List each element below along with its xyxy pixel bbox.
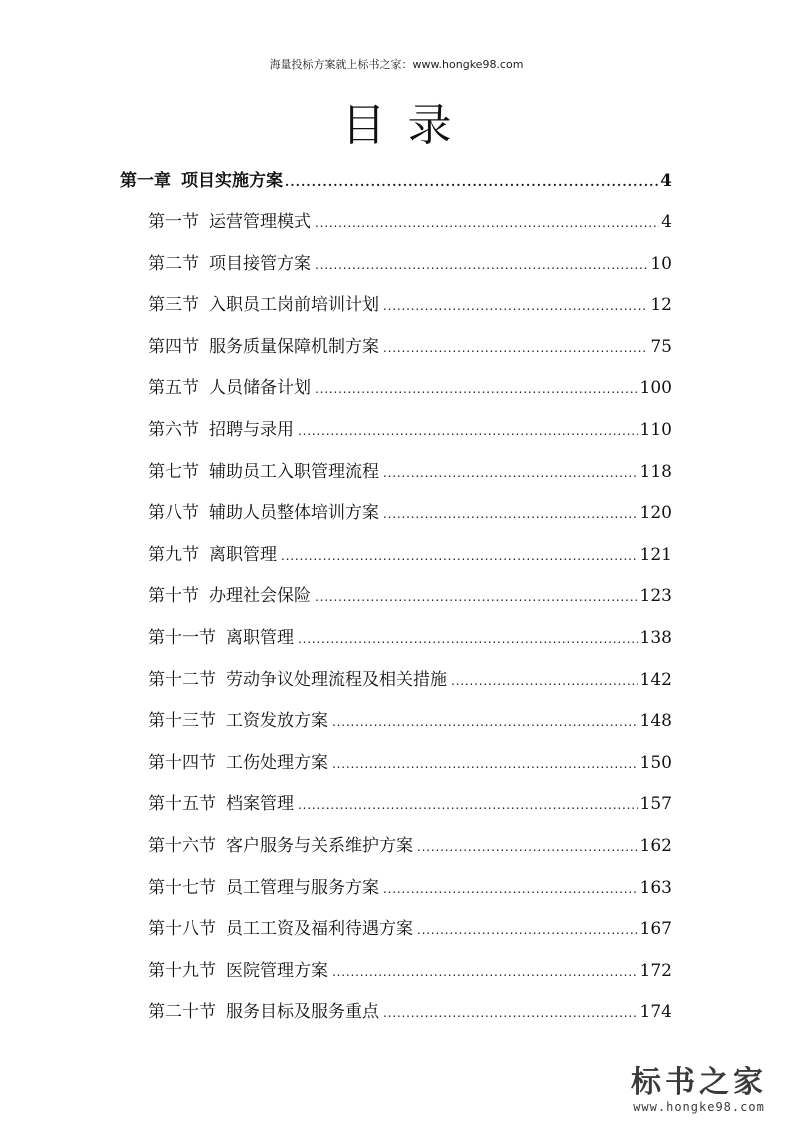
section-title: 人员储备计划 bbox=[209, 378, 311, 398]
toc-section-row[interactable] bbox=[148, 375, 672, 401]
dot-leader bbox=[315, 209, 659, 235]
section-title: 离职管理 bbox=[209, 545, 277, 565]
dot-leader bbox=[417, 916, 638, 942]
section-title: 档案管理 bbox=[226, 794, 294, 814]
section-number: 第十八节 bbox=[148, 919, 216, 939]
section-page-number: 100 bbox=[639, 378, 672, 398]
toc-section-row[interactable] bbox=[148, 833, 672, 859]
dot-leader bbox=[332, 750, 638, 776]
page-header: 海量投标方案就上标书之家：www.hongke98.com bbox=[269, 58, 524, 71]
toc-section-row[interactable] bbox=[148, 251, 672, 277]
section-number: 第十四节 bbox=[148, 753, 216, 773]
section-page-number: 172 bbox=[639, 961, 672, 981]
section-title: 工资发放方案 bbox=[226, 711, 328, 731]
section-page-number: 110 bbox=[639, 420, 672, 440]
section-title: 工伤处理方案 bbox=[226, 753, 328, 773]
section-title: 招聘与录用 bbox=[209, 420, 294, 440]
section-page-number: 138 bbox=[639, 628, 672, 648]
toc-section-row[interactable] bbox=[148, 875, 672, 901]
toc-section-row[interactable] bbox=[148, 750, 672, 776]
toc-section-row[interactable] bbox=[148, 999, 672, 1025]
section-number: 第九节 bbox=[148, 545, 199, 565]
section-title: 辅助员工入职管理流程 bbox=[209, 462, 379, 482]
section-title: 入职员工岗前培训计划 bbox=[209, 295, 379, 315]
section-title: 服务目标及服务重点 bbox=[226, 1002, 379, 1022]
dot-leader bbox=[383, 875, 638, 901]
page-title: 目录 bbox=[341, 100, 474, 151]
section-title: 运营管理模式 bbox=[209, 212, 311, 232]
section-page-number: 118 bbox=[639, 462, 672, 482]
dot-leader bbox=[298, 417, 638, 443]
section-page-number: 75 bbox=[650, 337, 672, 357]
dot-leader bbox=[383, 334, 648, 360]
section-page-number: 142 bbox=[639, 670, 672, 690]
toc-section-row[interactable] bbox=[148, 209, 672, 235]
toc-section-row[interactable] bbox=[148, 916, 672, 942]
section-number: 第十六节 bbox=[148, 836, 216, 856]
section-number: 第十一节 bbox=[148, 628, 216, 648]
section-title: 员工管理与服务方案 bbox=[226, 878, 379, 898]
section-title: 服务质量保障机制方案 bbox=[209, 337, 379, 357]
dot-leader bbox=[281, 542, 638, 568]
section-page-number: 174 bbox=[639, 1002, 672, 1022]
dot-leader bbox=[383, 999, 638, 1025]
dot-leader bbox=[332, 958, 638, 984]
watermark-text: 标书之家 bbox=[631, 1065, 767, 1100]
section-number: 第十三节 bbox=[148, 711, 216, 731]
section-number: 第十九节 bbox=[148, 961, 216, 981]
section-page-number: 167 bbox=[639, 919, 672, 939]
toc-section-row[interactable] bbox=[148, 542, 672, 568]
toc-section-row[interactable] bbox=[148, 708, 672, 734]
dot-leader bbox=[417, 833, 638, 859]
section-title: 劳动争议处理流程及相关措施 bbox=[226, 670, 447, 690]
section-title: 项目接管方案 bbox=[209, 254, 311, 274]
section-page-number: 162 bbox=[639, 836, 672, 856]
section-number: 第四节 bbox=[148, 337, 199, 357]
section-page-number: 157 bbox=[639, 794, 672, 814]
section-number: 第十五节 bbox=[148, 794, 216, 814]
section-page-number: 150 bbox=[639, 753, 672, 773]
section-page-number: 4 bbox=[661, 212, 672, 232]
chapter-page-number: 4 bbox=[660, 171, 672, 191]
toc-section-row[interactable] bbox=[148, 583, 672, 609]
toc-section-row[interactable] bbox=[148, 791, 672, 817]
section-number: 第二十节 bbox=[148, 1002, 216, 1022]
section-number: 第五节 bbox=[148, 378, 199, 398]
toc-section-row[interactable] bbox=[148, 459, 672, 485]
dot-leader bbox=[451, 667, 638, 693]
section-number: 第十七节 bbox=[148, 878, 216, 898]
section-page-number: 121 bbox=[639, 545, 672, 565]
chapter-number: 第一章 bbox=[120, 171, 171, 191]
dot-leader bbox=[383, 292, 648, 318]
section-number: 第八节 bbox=[148, 503, 199, 523]
dot-leader bbox=[383, 500, 638, 526]
section-title: 办理社会保险 bbox=[209, 586, 311, 606]
dot-leader bbox=[298, 791, 638, 817]
dot-leader bbox=[315, 583, 638, 609]
section-number: 第十二节 bbox=[148, 670, 216, 690]
section-title: 离职管理 bbox=[226, 628, 294, 648]
section-page-number: 10 bbox=[650, 254, 672, 274]
dot-leader bbox=[332, 708, 638, 734]
dot-leader bbox=[315, 251, 648, 277]
section-number: 第一节 bbox=[148, 212, 199, 232]
section-page-number: 148 bbox=[639, 711, 672, 731]
toc-section-row[interactable] bbox=[148, 667, 672, 693]
dot-leader bbox=[285, 168, 658, 194]
toc-section-row[interactable] bbox=[148, 292, 672, 318]
dot-leader bbox=[383, 459, 638, 485]
section-title: 医院管理方案 bbox=[226, 961, 328, 981]
section-page-number: 12 bbox=[650, 295, 672, 315]
toc-chapter-row[interactable] bbox=[120, 168, 672, 194]
section-title: 辅助人员整体培训方案 bbox=[209, 503, 379, 523]
section-number: 第二节 bbox=[148, 254, 199, 274]
site-watermark-logo bbox=[619, 1066, 779, 1114]
chapter-title: 项目实施方案 bbox=[181, 171, 283, 191]
section-number: 第六节 bbox=[148, 420, 199, 440]
watermark-url: www.hongke98.com bbox=[633, 1100, 765, 1114]
section-title: 客户服务与关系维护方案 bbox=[226, 836, 413, 856]
toc-section-row[interactable] bbox=[148, 334, 672, 360]
toc-section-row[interactable] bbox=[148, 625, 672, 651]
toc-section-row[interactable] bbox=[148, 417, 672, 443]
dot-leader bbox=[298, 625, 638, 651]
section-page-number: 120 bbox=[639, 503, 672, 523]
section-title: 员工工资及福利待遇方案 bbox=[226, 919, 413, 939]
toc-section-row[interactable] bbox=[148, 500, 672, 526]
section-page-number: 163 bbox=[639, 878, 672, 898]
toc-section-row[interactable] bbox=[148, 958, 672, 984]
section-number: 第七节 bbox=[148, 462, 199, 482]
section-number: 第十节 bbox=[148, 586, 199, 606]
dot-leader bbox=[315, 375, 638, 401]
section-page-number: 123 bbox=[639, 586, 672, 606]
section-number: 第三节 bbox=[148, 295, 199, 315]
